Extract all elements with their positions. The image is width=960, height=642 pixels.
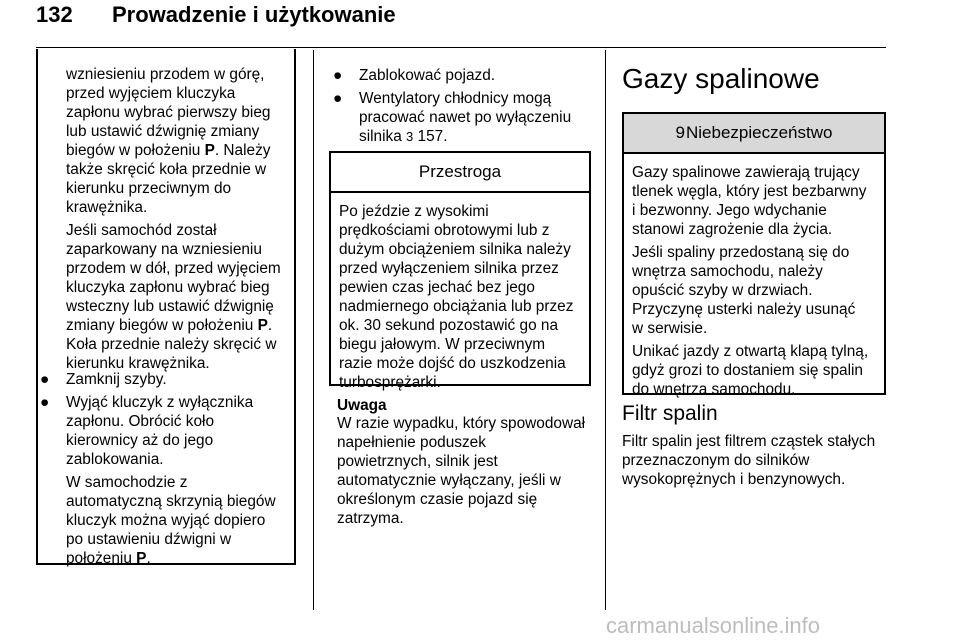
caution-title: Przestroga xyxy=(331,153,589,193)
danger-header xyxy=(624,114,884,154)
section-title: Gazy spalinowe xyxy=(622,63,820,94)
header-rule xyxy=(36,47,886,48)
list-item xyxy=(40,370,290,390)
list-item xyxy=(333,89,595,149)
watermark: carmanualsonline.info xyxy=(606,613,821,638)
bullet-icon: ● xyxy=(333,90,343,107)
warning-icon: 9 xyxy=(675,123,685,142)
list-item xyxy=(40,393,295,567)
bullet-icon: ● xyxy=(40,371,50,388)
bullet-icon: ● xyxy=(40,394,50,411)
danger-text: Gazy spalinowe zawierają trujący tlenek węgla, który jest bezbarwny i bezwonny. Jego wdychanie stanowi zagrożenie dla życia. Jeśli spaliny przedostaną się do wnętrza samochodu, należy opuścić szyby w drzwiach. Przyczynę usterki należy usunąć w serwisie. Unikać jazdy z otwartą klapą tylną, gdyż grozi to dostaniem się spalin do wnętrza samochodu. xyxy=(632,164,869,398)
page-reference-icon: 3 xyxy=(406,129,414,144)
note-text: W razie wypadku, który spowodował napełnienie poduszek powietrznych, silnik jest automatycznie wyłączany, jeśli w określonym czasie pojazd się zatrzyma. xyxy=(337,415,586,527)
page-number: 132 xyxy=(36,2,73,27)
list-item-text: Zablokować pojazd. xyxy=(359,67,496,84)
caution-text: Po jeździe z wysokimi prędkościami obrotowymi lub z dużym obciążeniem silnika należy przed wyłączeniem silnika przez pewien czas jechać bez jego nadmiernego obciążania lub przez ok. 30 sekund pozostawić go na biegu jałowym. W przeciwnym razie może dojść do uszkodzenia turbosprężarki. xyxy=(339,203,574,391)
note-title: Uwaga xyxy=(337,397,387,414)
subsection-text: Filtr spalin jest filtrem cząstek stałych przeznaczonym do silników wysokoprężnych i benzynowych. xyxy=(622,433,876,488)
list-item-text: Wyjąć kluczyk z wyłącznika zapłonu. Obrócić koło kierownicy aż do jego zablokowania. W samochodzie z automatyczną skrzynią biegów kluczyk można wyjąć dopiero po ustawieniu dźwigni w położeniu P. xyxy=(66,394,276,567)
continuation-paragraph-2: Jeśli samochód został zaparkowany na wzniesieniu przodem w dół, przed wyjęciem kluczyka zapłonu wybrać bieg wsteczny lub ustawić dźwignię zmiany biegów w położeniu P. Koła przednie należy skręcić w kierunku krawężnika. xyxy=(66,222,281,372)
column-divider-1 xyxy=(313,50,314,610)
caution-box xyxy=(329,151,591,391)
subsection-title: Filtr spalin xyxy=(622,402,718,425)
page-title: Prowadzenie i użytkowanie xyxy=(112,2,396,27)
continuation-paragraph-1: wzniesieniu przodem w górę, przed wyjęciem kluczyka zapłonu wybrać pierwszy bieg lub ustawić dźwignię zmiany biegów w położeniu P. Należy także skręcić koła przednie w kierunku przeciwnym do krawężnika. xyxy=(66,66,271,216)
list-item-text: Zamknij szyby. xyxy=(66,371,167,388)
danger-title: Niebezpieczeństwo xyxy=(686,123,833,142)
continuation-text xyxy=(66,65,294,373)
list-item-text: Wentylatory chłodnicy mogą pracować nawet po wyłączeniu silnika 3 157. xyxy=(359,90,572,145)
danger-box xyxy=(622,112,886,398)
bullet-icon: ● xyxy=(333,67,343,84)
column-divider-2 xyxy=(605,50,606,610)
list-item xyxy=(333,66,593,86)
